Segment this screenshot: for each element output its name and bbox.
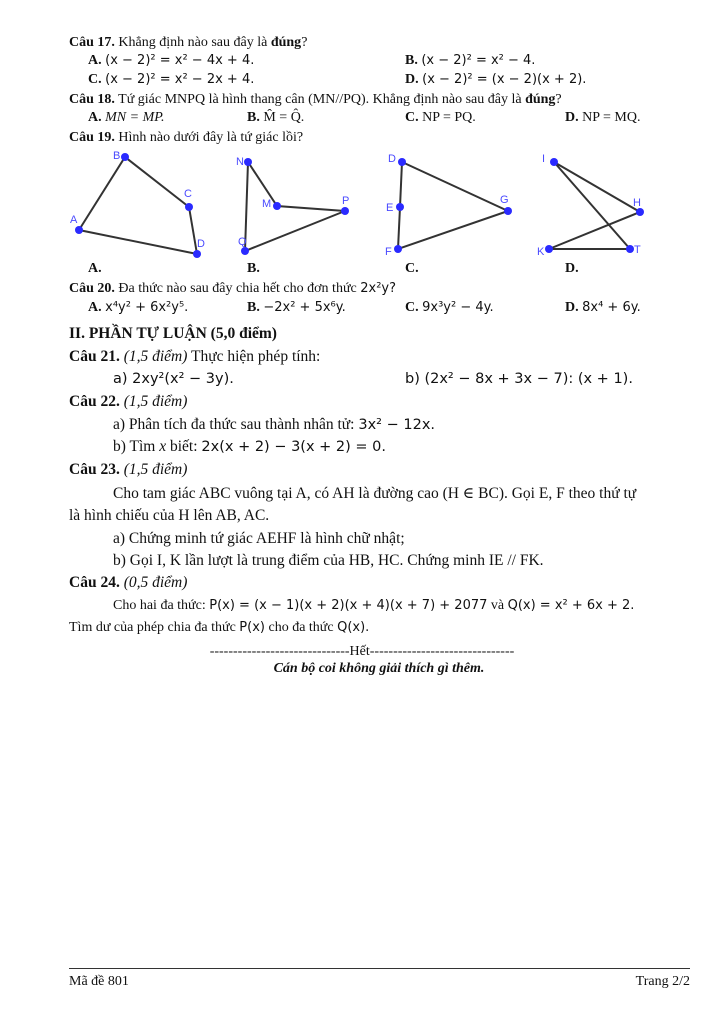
q21-text: Thực hiện phép tính: [187,348,321,365]
point-g [504,207,512,215]
q24-line2d: Q(x). [337,620,370,635]
label-point: D [197,238,205,250]
q18-option-d[interactable] [565,110,640,126]
label-point: P [342,195,350,207]
q22-prompt [69,393,187,411]
option-text: −2x² + 5x⁶y. [263,300,346,315]
point-m [273,202,281,210]
q23-line1: Cho tam giác ABC vuông tại A, có AH là đường cao (H ∈ BC). Gọi E, F theo thứ tự [113,485,637,502]
point-f [394,245,402,253]
label-point: D [388,153,396,165]
q17-end: ? [301,35,308,50]
q17-prompt [69,35,307,51]
point-h [636,208,644,216]
q20-expr: 2x²y? [360,281,397,296]
q18-label: Câu 18. [69,92,115,107]
q21-part-a: a) 2xy²(x² − 3y). [113,371,234,387]
q24-poly-q: Q(x) = x² + 6x + 2. [507,598,635,613]
q18-option-c[interactable] [405,110,476,126]
q17-option-b[interactable] [405,53,535,69]
option-text: NP = MQ. [582,110,641,125]
option-text: MN = MP. [105,110,165,125]
q18-emph: đúng [525,92,556,107]
q20-label: Câu 20. [69,281,115,296]
q18-end: ? [555,92,562,107]
option-key: B. [247,110,260,125]
q17-text: Khẳng định nào sau đây là [118,35,271,50]
label-point: E [386,202,394,214]
figure-label-a[interactable]: A. [88,261,102,276]
option-key: C. [405,300,419,315]
q24-line2b: P(x) [239,620,265,635]
label-point: K [537,246,545,258]
q17-option-c[interactable] [88,72,254,88]
q22-label: Câu 22. [69,393,120,410]
q22-a-expr: 3x² − 12x. [358,417,436,433]
option-key: D. [565,300,579,315]
label-point: M [262,198,272,210]
option-key: A. [88,300,102,315]
q23-part-b: b) Gọi I, K lần lượt là trung điểm của HB, HC. Chứng minh IE // FK. [113,552,544,569]
option-text: (x − 2)² = x² − 4. [421,53,536,68]
label-point: T [634,244,641,256]
figure-label-c[interactable]: C. [405,261,419,276]
option-key: D. [405,72,419,87]
point-d [398,158,406,166]
q22-part-b [113,438,386,456]
q24-label: Câu 24. [69,574,120,591]
label-point: A [70,214,78,226]
label-point: C [184,188,192,200]
option-key: B. [405,53,418,68]
q22-b-expr: 2x(x + 2) − 3(x + 2) = 0. [201,439,386,455]
q23-label: Câu 23. [69,461,120,478]
q17-option-d[interactable] [405,72,586,88]
point-n [244,158,252,166]
footer-divider [69,968,690,969]
label-point: B [113,150,121,162]
q20-option-b[interactable] [247,300,346,316]
q20-option-c[interactable] [405,300,494,316]
q17-option-a[interactable] [88,53,254,69]
q21-prompt [69,348,320,366]
q18-option-b[interactable] [247,110,304,126]
q24-line2a: Tìm dư của phép chia đa thức [69,620,240,635]
label-point: I [542,153,546,165]
point-p [341,207,349,215]
q23-part-a: a) Chứng minh tứ giác AEHF là hình chữ nhật; [113,530,405,547]
quadrilateral-figure-a[interactable] [70,150,205,258]
q17-emph: đúng [270,35,302,50]
q24-line1 [113,598,634,614]
label-point: G [500,194,509,206]
option-text: M̂ = Q̂. [263,110,305,125]
option-key: D. [565,110,579,125]
q19-figures [0,145,724,270]
figure-label-b[interactable]: B. [247,261,260,276]
end-note: Cán bộ coi không giải thích gì thêm. [273,661,485,676]
option-key: A. [88,110,102,125]
label-point: H [633,197,641,209]
footer-exam-code: Mã đề 801 [69,974,129,989]
q21-points: (1,5 điểm) [123,348,188,365]
q18-text: Tứ giác MNPQ là hình thang cân (MN//PQ). Khẳng định nào sau đây là [118,92,526,107]
q24-prompt [69,574,187,592]
q21-part-b: b) (2x² − 8x + 3x − 7): (x + 1). [405,371,633,387]
q17-label: Câu 17. [69,35,115,50]
point-k [545,245,553,253]
quadrilateral-figure-d[interactable] [537,153,644,258]
option-text: NP = PQ. [422,110,476,125]
q22-b-text2: biết: [166,438,202,455]
point-t [626,245,634,253]
option-text: (x − 2)² = x² − 2x + 4. [105,72,255,87]
q24-points: (0,5 điểm) [123,574,188,591]
option-text: x⁴y² + 6x²y⁵. [105,300,189,315]
label-point: N [236,156,244,168]
point-a [75,226,83,234]
point-q [241,247,249,255]
option-text: 8x⁴ + 6y. [582,300,641,315]
q19-prompt [69,130,303,146]
q22-b-var: x [159,438,167,455]
q21-label: Câu 21. [69,348,120,365]
option-key: B. [247,300,260,315]
option-text: (x − 2)² = (x − 2)(x + 2). [422,72,587,87]
q20-option-d[interactable] [565,300,641,316]
point-b [121,153,129,161]
label-point: Q [238,236,247,248]
q22-points: (1,5 điểm) [123,393,188,410]
q22-a-text: a) Phân tích đa thức sau thành nhân tử: [113,416,359,433]
option-text: 9x³y² − 4y. [422,300,494,315]
figure-label-d[interactable]: D. [565,261,579,276]
footer-page-number: Trang 2/2 [635,974,690,989]
quadrilateral-figure-b[interactable] [236,156,349,255]
point-e [396,203,404,211]
q19-label: Câu 19. [69,130,115,145]
label-point: F [385,246,392,258]
q22-b-text: b) Tìm [113,438,160,455]
q18-option-a[interactable] [88,110,164,126]
q19-text: Hình nào dưới đây là tứ giác lồi? [118,130,304,145]
option-key: C. [88,72,102,87]
end-divider: ------------------------------Hết------------------------------- [209,644,515,659]
q23-line2: là hình chiếu của H lên AB, AC. [69,507,270,524]
q24-line2c: cho đa thức [264,620,338,635]
q20-option-a[interactable] [88,300,188,316]
q24-line1c: và [487,598,508,613]
q24-line1a: Cho hai đa thức: [113,598,210,613]
q20-prompt [69,281,396,297]
q22-part-a [113,416,435,434]
q18-prompt [69,92,562,108]
q24-poly-p: P(x) = (x − 1)(x + 2)(x + 4)(x + 7) + 2077 [209,598,488,613]
option-key: C. [405,110,419,125]
quadrilateral-figure-c[interactable] [385,153,512,258]
section-title: II. PHẦN TỰ LUẬN (5,0 điểm) [69,325,277,342]
option-key: A. [88,53,102,68]
option-text: (x − 2)² = x² − 4x + 4. [105,53,255,68]
point-c [185,203,193,211]
q24-line2 [69,620,369,636]
q23-points: (1,5 điểm) [123,461,188,478]
q20-text: Đa thức nào sau đây chia hết cho đơn thức [118,281,361,296]
point-d [193,250,201,258]
point-i [550,158,558,166]
q23-prompt [69,461,187,479]
